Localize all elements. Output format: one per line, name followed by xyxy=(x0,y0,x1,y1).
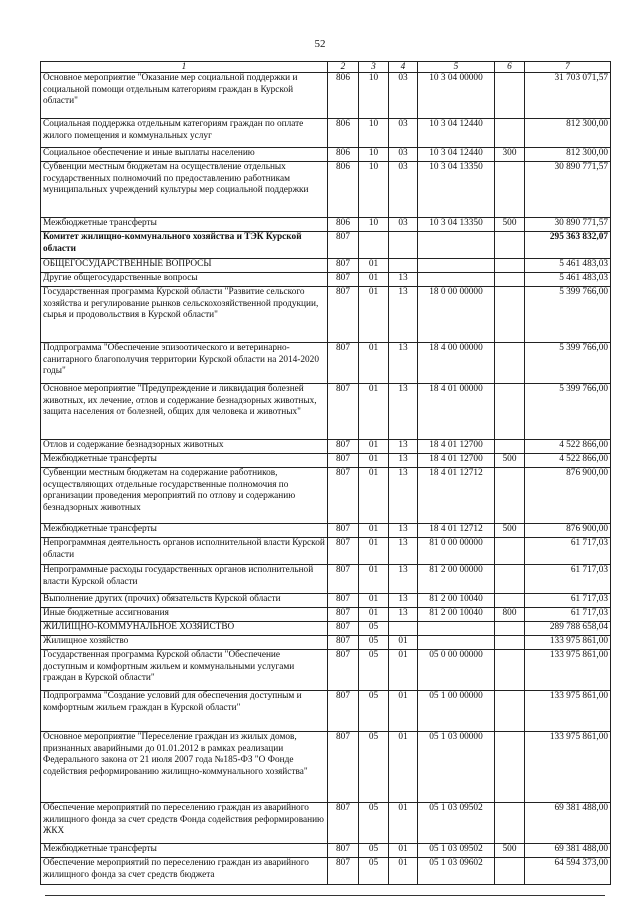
table-row xyxy=(41,287,611,343)
cell-section: 01 xyxy=(359,538,389,565)
cell-subsection: 03 xyxy=(389,73,418,119)
cell-amount: 5 461 483,03 xyxy=(525,273,611,287)
cell-target-article: 10 3 04 13350 xyxy=(418,218,495,232)
cell-subsection: 13 xyxy=(389,524,418,538)
cell-ministry: 807 xyxy=(328,803,359,844)
cell-ministry: 807 xyxy=(328,650,359,691)
table-row xyxy=(41,594,611,608)
cell-expense-type xyxy=(495,538,525,565)
cell-target-article xyxy=(418,273,495,287)
cell-target-article: 18 4 01 12700 xyxy=(418,440,495,454)
cell-subsection: 13 xyxy=(389,384,418,440)
cell-subsection: 01 xyxy=(389,858,418,885)
cell-ministry: 806 xyxy=(328,218,359,232)
cell-expense-type xyxy=(495,259,525,273)
cell-amount: 295 363 832,07 xyxy=(525,232,611,259)
cell-target-article: 10 3 04 13350 xyxy=(418,162,495,218)
cell-amount: 812 300,00 xyxy=(525,119,611,148)
cell-section: 10 xyxy=(359,119,389,148)
cell-subsection xyxy=(389,232,418,259)
cell-target-article: 05 1 00 00000 xyxy=(418,691,495,732)
cell-target-article xyxy=(418,636,495,650)
cell-ministry: 807 xyxy=(328,594,359,608)
table-row xyxy=(41,691,611,732)
table-row xyxy=(41,384,611,440)
cell-ministry: 806 xyxy=(328,148,359,162)
cell-expense-type xyxy=(495,803,525,844)
cell-subsection: 01 xyxy=(389,732,418,803)
cell-expense-type xyxy=(495,343,525,384)
cell-ministry: 807 xyxy=(328,343,359,384)
cell-target-article: 10 3 04 00000 xyxy=(418,73,495,119)
cell-amount: 61 717,03 xyxy=(525,538,611,565)
cell-target-article: 05 1 03 09502 xyxy=(418,844,495,858)
bottom-rule xyxy=(45,895,605,896)
table-row xyxy=(41,608,611,622)
cell-section: 10 xyxy=(359,218,389,232)
cell-section: 10 xyxy=(359,73,389,119)
cell-expense-type xyxy=(495,119,525,148)
cell-name: Непрограммные расходы государственных органов исполнительной власти Курской области xyxy=(41,565,328,594)
cell-section: 05 xyxy=(359,844,389,858)
cell-section: 01 xyxy=(359,468,389,524)
cell-ministry: 807 xyxy=(328,232,359,259)
cell-name: Подпрограмма "Обеспечение эпизоотического и ветеринарно-санитарного благополучия территории Курской области на 2014-2020 годы" xyxy=(41,343,328,384)
cell-target-article: 81 0 00 00000 xyxy=(418,538,495,565)
cell-section: 01 xyxy=(359,565,389,594)
cell-expense-type: 500 xyxy=(495,454,525,468)
cell-target-article: 05 1 03 09602 xyxy=(418,858,495,885)
cell-amount: 812 300,00 xyxy=(525,148,611,162)
cell-amount: 876 900,00 xyxy=(525,524,611,538)
cell-name: Межбюджетные трансферты xyxy=(41,454,328,468)
cell-name: Субвенции местным бюджетам на содержание работников, осуществляющих отдельные государственные полномочия по организации проведения мероприятий по отлову и содержанию безнадзорных животных xyxy=(41,468,328,524)
column-header: 1 xyxy=(41,62,328,73)
cell-name: Другие общегосударственные вопросы xyxy=(41,273,328,287)
page-number: 52 xyxy=(314,38,326,50)
cell-amount: 30 890 771,57 xyxy=(525,162,611,218)
cell-expense-type: 500 xyxy=(495,524,525,538)
cell-subsection: 13 xyxy=(389,538,418,565)
cell-section: 01 xyxy=(359,273,389,287)
cell-ministry: 807 xyxy=(328,468,359,524)
cell-expense-type xyxy=(495,273,525,287)
cell-expense-type xyxy=(495,287,525,343)
cell-name: Комитет жилищно-коммунального хозяйства и ТЭК Курской области xyxy=(41,232,328,259)
cell-target-article: 10 3 04 12440 xyxy=(418,148,495,162)
cell-amount: 69 381 488,00 xyxy=(525,803,611,844)
cell-target-article: 05 0 00 00000 xyxy=(418,650,495,691)
cell-subsection: 01 xyxy=(389,691,418,732)
table-row xyxy=(41,524,611,538)
cell-target-article xyxy=(418,622,495,636)
table-row xyxy=(41,468,611,524)
table-row xyxy=(41,454,611,468)
cell-section: 10 xyxy=(359,162,389,218)
cell-amount: 876 900,00 xyxy=(525,468,611,524)
cell-target-article: 18 4 01 12700 xyxy=(418,454,495,468)
table-row xyxy=(41,803,611,844)
cell-section: 05 xyxy=(359,858,389,885)
table-row xyxy=(41,259,611,273)
cell-ministry: 806 xyxy=(328,162,359,218)
column-header: 3 xyxy=(359,62,389,73)
cell-name: Субвенции местным бюджетам на осуществление отдельных государственных полномочий по предоставлению работникам муниципальных учреждений культуры мер социальной поддержки xyxy=(41,162,328,218)
cell-section: 01 xyxy=(359,454,389,468)
cell-subsection: 13 xyxy=(389,343,418,384)
cell-name: Основное мероприятие "Оказание мер социальной поддержки и социальной помощи отдельным категориям граждан в Курской области" xyxy=(41,73,328,119)
cell-target-article: 18 4 01 12712 xyxy=(418,524,495,538)
cell-amount: 69 381 488,00 xyxy=(525,844,611,858)
cell-section: 05 xyxy=(359,803,389,844)
table-row xyxy=(41,162,611,218)
table-row xyxy=(41,844,611,858)
cell-expense-type xyxy=(495,622,525,636)
cell-amount: 133 975 861,00 xyxy=(525,691,611,732)
table-row xyxy=(41,565,611,594)
table-row xyxy=(41,858,611,885)
cell-subsection: 01 xyxy=(389,650,418,691)
cell-subsection: 13 xyxy=(389,440,418,454)
cell-expense-type xyxy=(495,691,525,732)
cell-expense-type: 500 xyxy=(495,218,525,232)
cell-subsection: 01 xyxy=(389,844,418,858)
cell-target-article: 10 3 04 12440 xyxy=(418,119,495,148)
cell-section: 01 xyxy=(359,440,389,454)
cell-amount: 30 890 771,57 xyxy=(525,218,611,232)
cell-subsection: 13 xyxy=(389,287,418,343)
cell-amount: 61 717,03 xyxy=(525,565,611,594)
table-row xyxy=(41,343,611,384)
cell-subsection: 03 xyxy=(389,148,418,162)
cell-expense-type xyxy=(495,594,525,608)
cell-subsection: 13 xyxy=(389,608,418,622)
cell-target-article: 18 0 00 00000 xyxy=(418,287,495,343)
cell-subsection: 13 xyxy=(389,273,418,287)
table-row xyxy=(41,119,611,148)
cell-name: Обеспечение мероприятий по переселению граждан из аварийного жилищного фонда за счет средств Фонда содействия реформированию ЖКХ xyxy=(41,803,328,844)
cell-section: 05 xyxy=(359,691,389,732)
column-header: 2 xyxy=(328,62,359,73)
cell-ministry: 807 xyxy=(328,732,359,803)
cell-expense-type: 500 xyxy=(495,844,525,858)
table-row xyxy=(41,148,611,162)
cell-name: Социальное обеспечение и иные выплаты населению xyxy=(41,148,328,162)
cell-name: Социальная поддержка отдельным категориям граждан по оплате жилого помещения и коммунальных услуг xyxy=(41,119,328,148)
cell-amount: 289 788 658,04 xyxy=(525,622,611,636)
table-header-row xyxy=(41,62,611,73)
cell-name: Межбюджетные трансферты xyxy=(41,218,328,232)
column-header: 4 xyxy=(389,62,418,73)
cell-ministry: 806 xyxy=(328,73,359,119)
cell-ministry: 807 xyxy=(328,287,359,343)
cell-expense-type xyxy=(495,858,525,885)
budget-table xyxy=(40,61,611,885)
cell-section: 05 xyxy=(359,636,389,650)
cell-name: ЖИЛИЩНО-КОММУНАЛЬНОЕ ХОЗЯЙСТВО xyxy=(41,622,328,636)
table-row xyxy=(41,73,611,119)
cell-target-article: 18 4 01 12712 xyxy=(418,468,495,524)
table-row xyxy=(41,622,611,636)
cell-amount: 4 522 866,00 xyxy=(525,440,611,454)
cell-section: 01 xyxy=(359,524,389,538)
cell-name: Государственная программа Курской области "Развитие сельского хозяйства и регулирование рынков сельскохозяйственной продукции, сырья и продовольствия в Курской области" xyxy=(41,287,328,343)
cell-amount: 133 975 861,00 xyxy=(525,732,611,803)
cell-section: 05 xyxy=(359,732,389,803)
cell-expense-type xyxy=(495,440,525,454)
cell-ministry: 807 xyxy=(328,844,359,858)
cell-expense-type xyxy=(495,636,525,650)
cell-ministry: 807 xyxy=(328,454,359,468)
cell-target-article: 81 2 00 10040 xyxy=(418,594,495,608)
table-row xyxy=(41,218,611,232)
cell-amount: 61 717,03 xyxy=(525,608,611,622)
table-row xyxy=(41,232,611,259)
cell-amount: 4 522 866,00 xyxy=(525,454,611,468)
cell-target-article: 18 4 00 00000 xyxy=(418,343,495,384)
cell-name: Основное мероприятие "Предупреждение и ликвидация болезней животных, их лечение, отлов и содержание безнадзорных животных, защита населения от болезней, общих для человека и животных" xyxy=(41,384,328,440)
table-row xyxy=(41,538,611,565)
cell-subsection: 03 xyxy=(389,162,418,218)
cell-subsection: 13 xyxy=(389,594,418,608)
cell-name: Межбюджетные трансферты xyxy=(41,844,328,858)
cell-name: Непрограммная деятельность органов исполнительной власти Курской области xyxy=(41,538,328,565)
cell-section: 05 xyxy=(359,622,389,636)
cell-name: Жилищное хозяйство xyxy=(41,636,328,650)
cell-expense-type xyxy=(495,232,525,259)
cell-subsection: 03 xyxy=(389,119,418,148)
cell-target-article: 05 1 03 00000 xyxy=(418,732,495,803)
cell-name: Основное мероприятие "Переселение граждан из жилых домов, признанных аварийными до 01.01.2012 в рамках реализации Федерального закона от 21 июля 2007 года №185-ФЗ "О Фонде содействия реформированию жилищно-коммунального хозяйства" xyxy=(41,732,328,803)
cell-expense-type xyxy=(495,73,525,119)
cell-section: 01 xyxy=(359,608,389,622)
cell-amount: 61 717,03 xyxy=(525,594,611,608)
cell-section: 01 xyxy=(359,594,389,608)
cell-name: Подпрограмма "Создание условий для обеспечения доступным и комфортным жильем граждан в Курской области" xyxy=(41,691,328,732)
cell-name: Государственная программа Курской области "Обеспечение доступным и комфортным жильем и коммунальными услугами граждан в Курской области" xyxy=(41,650,328,691)
column-header: 5 xyxy=(418,62,495,73)
cell-amount: 133 975 861,00 xyxy=(525,650,611,691)
cell-amount: 5 399 766,00 xyxy=(525,384,611,440)
cell-ministry: 807 xyxy=(328,691,359,732)
cell-subsection: 13 xyxy=(389,468,418,524)
cell-target-article: 18 4 01 00000 xyxy=(418,384,495,440)
cell-ministry: 807 xyxy=(328,622,359,636)
cell-expense-type xyxy=(495,565,525,594)
cell-subsection: 03 xyxy=(389,218,418,232)
cell-target-article: 81 2 00 10040 xyxy=(418,608,495,622)
cell-ministry: 807 xyxy=(328,273,359,287)
cell-subsection: 01 xyxy=(389,636,418,650)
cell-amount: 64 594 373,00 xyxy=(525,858,611,885)
cell-ministry: 807 xyxy=(328,538,359,565)
cell-expense-type xyxy=(495,468,525,524)
cell-expense-type xyxy=(495,384,525,440)
cell-expense-type: 300 xyxy=(495,148,525,162)
cell-ministry: 807 xyxy=(328,565,359,594)
cell-ministry: 807 xyxy=(328,858,359,885)
cell-ministry: 807 xyxy=(328,524,359,538)
cell-ministry: 806 xyxy=(328,119,359,148)
cell-section: 01 xyxy=(359,343,389,384)
cell-amount: 5 399 766,00 xyxy=(525,287,611,343)
cell-target-article: 05 1 03 09502 xyxy=(418,803,495,844)
cell-ministry: 807 xyxy=(328,608,359,622)
cell-section: 01 xyxy=(359,259,389,273)
cell-section: 05 xyxy=(359,650,389,691)
cell-section: 01 xyxy=(359,384,389,440)
cell-subsection xyxy=(389,622,418,636)
cell-name: Иные бюджетные ассигнования xyxy=(41,608,328,622)
cell-name: ОБЩЕГОСУДАРСТВЕННЫЕ ВОПРОСЫ xyxy=(41,259,328,273)
cell-amount: 31 703 071,57 xyxy=(525,73,611,119)
cell-target-article xyxy=(418,259,495,273)
cell-name: Межбюджетные трансферты xyxy=(41,524,328,538)
cell-name: Обеспечение мероприятий по переселению граждан из аварийного жилищного фонда за счет средств бюджета xyxy=(41,858,328,885)
cell-section: 01 xyxy=(359,287,389,343)
table-row xyxy=(41,273,611,287)
cell-amount: 5 461 483,03 xyxy=(525,259,611,273)
cell-expense-type xyxy=(495,732,525,803)
cell-expense-type xyxy=(495,162,525,218)
cell-subsection: 01 xyxy=(389,803,418,844)
cell-expense-type xyxy=(495,650,525,691)
cell-section xyxy=(359,232,389,259)
cell-subsection: 13 xyxy=(389,565,418,594)
cell-name: Отлов и содержание безнадзорных животных xyxy=(41,440,328,454)
cell-ministry: 807 xyxy=(328,440,359,454)
table-row xyxy=(41,636,611,650)
cell-ministry: 807 xyxy=(328,259,359,273)
cell-section: 10 xyxy=(359,148,389,162)
cell-amount: 133 975 861,00 xyxy=(525,636,611,650)
cell-target-article: 81 2 00 00000 xyxy=(418,565,495,594)
column-header: 7 xyxy=(525,62,611,73)
cell-subsection: 13 xyxy=(389,454,418,468)
cell-ministry: 807 xyxy=(328,636,359,650)
cell-ministry: 807 xyxy=(328,384,359,440)
table-row xyxy=(41,732,611,803)
table-row xyxy=(41,650,611,691)
cell-amount: 5 399 766,00 xyxy=(525,343,611,384)
table-row xyxy=(41,440,611,454)
cell-name: Выполнение других (прочих) обязательств Курской области xyxy=(41,594,328,608)
cell-target-article xyxy=(418,232,495,259)
column-header: 6 xyxy=(495,62,525,73)
cell-expense-type: 800 xyxy=(495,608,525,622)
cell-subsection xyxy=(389,259,418,273)
